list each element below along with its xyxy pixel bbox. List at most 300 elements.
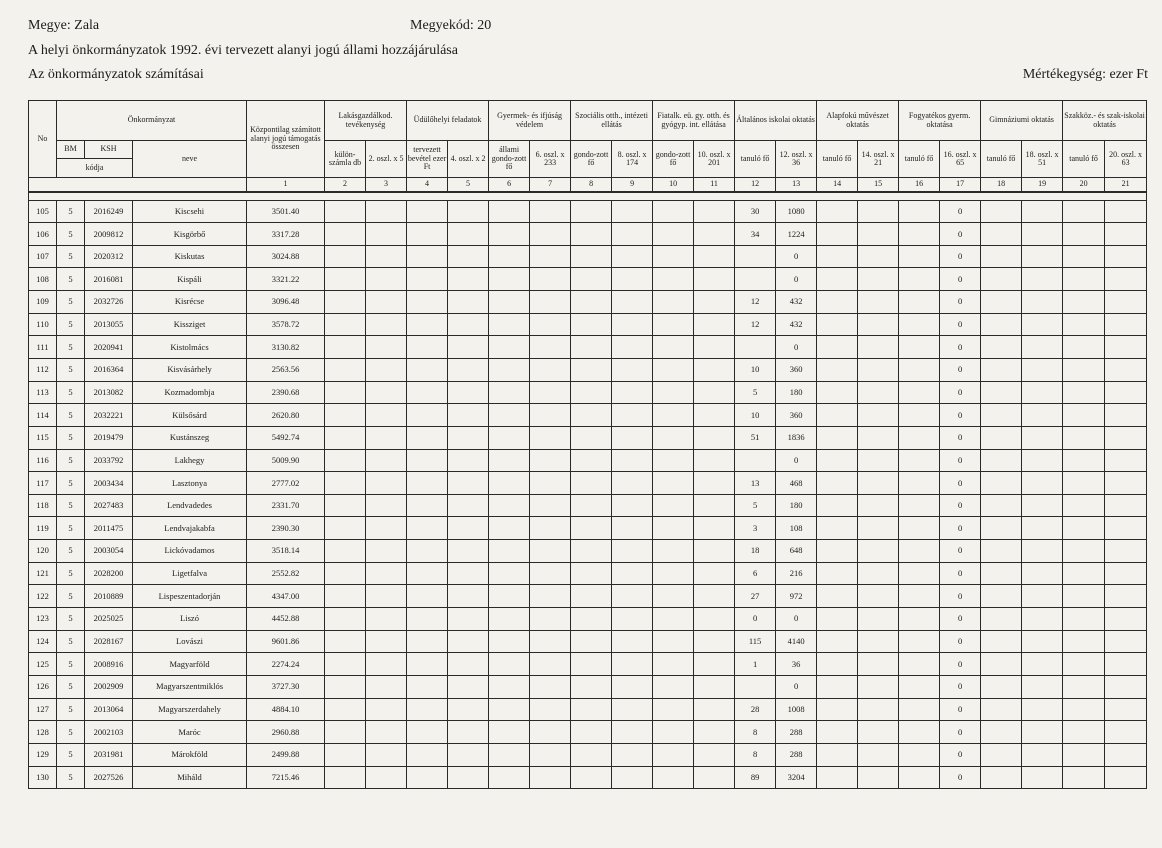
row-name: Külsősárd: [133, 404, 247, 427]
row-col-2: [325, 358, 366, 381]
header-szocialis: Szociális otth., intézeti ellátás: [571, 101, 653, 141]
row-col-9: [612, 426, 653, 449]
row-col-5: [448, 336, 489, 359]
row-total: 2390.68: [247, 381, 325, 404]
row-no: 116: [29, 449, 57, 472]
row-col-13: 4140: [776, 630, 817, 653]
row-col-10: [653, 608, 694, 631]
row-ksh: 2028200: [85, 562, 133, 585]
row-col-21: [1105, 608, 1147, 631]
row-col-16: [899, 449, 940, 472]
row-col-7: [530, 268, 571, 291]
table-row: [29, 653, 1147, 676]
row-col-2: [325, 517, 366, 540]
subheader-5: 4. oszl. x 2: [448, 141, 489, 178]
subheader-4: tervezett bevétel ezer Ft: [407, 141, 448, 178]
row-name: Kisgörbő: [133, 223, 247, 246]
row-col-9: [612, 743, 653, 766]
header-neve: neve: [133, 141, 247, 178]
row-col-7: [530, 608, 571, 631]
row-col-14: [817, 200, 858, 223]
row-col-4: [407, 358, 448, 381]
row-no: 114: [29, 404, 57, 427]
subheader-18: tanuló fő: [981, 141, 1022, 178]
row-col-13: 0: [776, 675, 817, 698]
row-col-5: [448, 200, 489, 223]
row-col-7: [530, 381, 571, 404]
row-no: 111: [29, 336, 57, 359]
row-col-14: [817, 336, 858, 359]
row-col-15: [858, 426, 899, 449]
row-no: 119: [29, 517, 57, 540]
row-col-3: [366, 675, 407, 698]
header-onkormanyzat: Önkormányzat: [57, 101, 247, 141]
row-col-11: [694, 200, 735, 223]
row-col-19: [1022, 630, 1063, 653]
row-col-18: [981, 698, 1022, 721]
row-col-4: [407, 585, 448, 608]
colnum-7: 7: [530, 178, 571, 192]
row-col-7: [530, 336, 571, 359]
row-col-11: [694, 268, 735, 291]
row-col-12: [735, 245, 776, 268]
row-col-3: [366, 517, 407, 540]
row-bm: 5: [57, 721, 85, 744]
row-col-21: [1105, 675, 1147, 698]
colnum-19: 19: [1022, 178, 1063, 192]
row-col-6: [489, 653, 530, 676]
subheader-16: tanuló fő: [899, 141, 940, 178]
row-col-16: [899, 200, 940, 223]
row-total: 3578.72: [247, 313, 325, 336]
row-col-18: [981, 223, 1022, 246]
row-total: 2331.70: [247, 494, 325, 517]
row-col-18: [981, 381, 1022, 404]
row-col-19: [1022, 540, 1063, 563]
row-col-10: [653, 404, 694, 427]
row-no: 118: [29, 494, 57, 517]
row-col-8: [571, 630, 612, 653]
row-no: 123: [29, 608, 57, 631]
row-col-9: [612, 698, 653, 721]
colnum-13: 13: [776, 178, 817, 192]
county-code-label: Megyekód: 20: [410, 18, 492, 33]
row-col-16: [899, 358, 940, 381]
row-col-8: [571, 766, 612, 789]
row-col-18: [981, 336, 1022, 359]
row-col-5: [448, 653, 489, 676]
row-col-15: [858, 766, 899, 789]
row-col-10: [653, 743, 694, 766]
row-col-10: [653, 630, 694, 653]
row-col-2: [325, 313, 366, 336]
row-col-6: [489, 472, 530, 495]
row-col-4: [407, 381, 448, 404]
row-col-7: [530, 291, 571, 314]
row-total: 3096.48: [247, 291, 325, 314]
row-col-16: [899, 675, 940, 698]
row-col-21: [1105, 404, 1147, 427]
table-row: [29, 223, 1147, 246]
row-col-16: [899, 336, 940, 359]
colnum-2: 2: [325, 178, 366, 192]
row-bm: 5: [57, 653, 85, 676]
row-col-8: [571, 313, 612, 336]
row-col-16: [899, 743, 940, 766]
row-col-20: [1063, 426, 1105, 449]
row-col-10: [653, 313, 694, 336]
colnum-12: 12: [735, 178, 776, 192]
row-bm: 5: [57, 517, 85, 540]
row-col-19: [1022, 200, 1063, 223]
table-row: [29, 426, 1147, 449]
row-col-17: 0: [940, 426, 981, 449]
row-col-18: [981, 268, 1022, 291]
row-bm: 5: [57, 449, 85, 472]
row-name: Márokföld: [133, 743, 247, 766]
row-col-11: [694, 494, 735, 517]
row-col-19: [1022, 766, 1063, 789]
row-col-7: [530, 630, 571, 653]
row-col-21: [1105, 245, 1147, 268]
row-col-6: [489, 562, 530, 585]
row-name: Kozmadombja: [133, 381, 247, 404]
row-col-3: [366, 200, 407, 223]
table-body: [29, 200, 1147, 789]
row-col-6: [489, 494, 530, 517]
row-col-19: [1022, 291, 1063, 314]
row-total: 2552.82: [247, 562, 325, 585]
row-col-8: [571, 336, 612, 359]
row-col-8: [571, 562, 612, 585]
row-col-10: [653, 268, 694, 291]
subheader-17: 16. oszl. x 65: [940, 141, 981, 178]
row-no: 120: [29, 540, 57, 563]
subheader-6: állami gondo-zott fő: [489, 141, 530, 178]
row-col-15: [858, 562, 899, 585]
row-col-15: [858, 540, 899, 563]
document-title: A helyi önkormányzatok 1992. évi tervezett alanyi jogú állami hozzájárulása: [28, 43, 458, 58]
row-col-18: [981, 721, 1022, 744]
row-col-11: [694, 291, 735, 314]
row-bm: 5: [57, 291, 85, 314]
row-ksh: 2010889: [85, 585, 133, 608]
row-col-11: [694, 472, 735, 495]
table-row: [29, 336, 1147, 359]
row-col-10: [653, 200, 694, 223]
subheader-7: 6. oszl. x 233: [530, 141, 571, 178]
row-bm: 5: [57, 336, 85, 359]
table-row: [29, 268, 1147, 291]
row-name: Kisrécse: [133, 291, 247, 314]
row-col-16: [899, 291, 940, 314]
row-bm: 5: [57, 404, 85, 427]
row-col-7: [530, 540, 571, 563]
row-col-13: 1836: [776, 426, 817, 449]
colnum-10: 10: [653, 178, 694, 192]
row-col-3: [366, 743, 407, 766]
table-row: [29, 540, 1147, 563]
row-col-18: [981, 766, 1022, 789]
row-col-2: [325, 675, 366, 698]
row-col-17: 0: [940, 472, 981, 495]
row-col-20: [1063, 585, 1105, 608]
data-table: [28, 100, 1147, 789]
table-row: [29, 630, 1147, 653]
row-col-11: [694, 313, 735, 336]
row-col-4: [407, 766, 448, 789]
row-col-16: [899, 698, 940, 721]
row-col-5: [448, 585, 489, 608]
row-col-19: [1022, 404, 1063, 427]
row-col-21: [1105, 721, 1147, 744]
row-col-2: [325, 381, 366, 404]
row-col-2: [325, 336, 366, 359]
row-col-5: [448, 381, 489, 404]
row-col-5: [448, 766, 489, 789]
row-col-13: 288: [776, 721, 817, 744]
row-no: 106: [29, 223, 57, 246]
row-col-17: 0: [940, 268, 981, 291]
row-col-18: [981, 449, 1022, 472]
row-col-13: 1080: [776, 200, 817, 223]
row-total: 2499.88: [247, 743, 325, 766]
row-col-17: 0: [940, 313, 981, 336]
row-col-15: [858, 404, 899, 427]
row-col-12: 10: [735, 404, 776, 427]
row-col-10: [653, 426, 694, 449]
row-col-16: [899, 381, 940, 404]
row-col-20: [1063, 449, 1105, 472]
row-col-4: [407, 743, 448, 766]
row-col-17: 0: [940, 698, 981, 721]
row-col-4: [407, 721, 448, 744]
row-col-13: 180: [776, 494, 817, 517]
row-col-4: [407, 562, 448, 585]
row-col-2: [325, 540, 366, 563]
row-col-14: [817, 404, 858, 427]
colnum-6: 6: [489, 178, 530, 192]
colnum-16: 16: [899, 178, 940, 192]
row-col-2: [325, 472, 366, 495]
subheader-20: tanuló fő: [1063, 141, 1105, 178]
row-bm: 5: [57, 313, 85, 336]
row-col-15: [858, 449, 899, 472]
row-col-9: [612, 449, 653, 472]
row-col-20: [1063, 245, 1105, 268]
row-col-2: [325, 494, 366, 517]
row-col-13: 468: [776, 472, 817, 495]
row-col-11: [694, 517, 735, 540]
row-col-14: [817, 494, 858, 517]
row-total: 3727.30: [247, 675, 325, 698]
row-col-19: [1022, 381, 1063, 404]
row-col-13: 432: [776, 291, 817, 314]
row-name: Kustánszeg: [133, 426, 247, 449]
row-col-13: 432: [776, 313, 817, 336]
row-col-18: [981, 743, 1022, 766]
row-col-19: [1022, 562, 1063, 585]
row-col-13: 36: [776, 653, 817, 676]
row-col-15: [858, 721, 899, 744]
row-col-21: [1105, 200, 1147, 223]
row-col-21: [1105, 698, 1147, 721]
row-col-16: [899, 653, 940, 676]
row-col-16: [899, 313, 940, 336]
row-col-11: [694, 653, 735, 676]
row-col-5: [448, 517, 489, 540]
row-col-4: [407, 449, 448, 472]
subheader-19: 18. oszl. x 51: [1022, 141, 1063, 178]
row-col-12: 0: [735, 608, 776, 631]
row-col-20: [1063, 358, 1105, 381]
row-col-19: [1022, 585, 1063, 608]
row-col-6: [489, 268, 530, 291]
county-label: Megye: Zala: [28, 18, 100, 33]
row-col-18: [981, 404, 1022, 427]
row-col-21: [1105, 743, 1147, 766]
row-col-8: [571, 540, 612, 563]
row-col-4: [407, 517, 448, 540]
row-col-9: [612, 472, 653, 495]
row-total: 5009.90: [247, 449, 325, 472]
row-col-2: [325, 608, 366, 631]
row-col-14: [817, 472, 858, 495]
row-col-11: [694, 449, 735, 472]
row-col-18: [981, 426, 1022, 449]
row-col-16: [899, 223, 940, 246]
row-col-7: [530, 404, 571, 427]
row-no: 115: [29, 426, 57, 449]
row-ksh: 2013082: [85, 381, 133, 404]
row-no: 107: [29, 245, 57, 268]
row-name: Lickóvadamos: [133, 540, 247, 563]
row-col-15: [858, 245, 899, 268]
row-col-4: [407, 291, 448, 314]
row-no: 128: [29, 721, 57, 744]
row-col-2: [325, 223, 366, 246]
row-col-12: 8: [735, 721, 776, 744]
subheader-14: tanuló fő: [817, 141, 858, 178]
row-col-19: [1022, 449, 1063, 472]
row-col-3: [366, 721, 407, 744]
row-col-3: [366, 291, 407, 314]
colnum-18: 18: [981, 178, 1022, 192]
row-col-14: [817, 698, 858, 721]
row-total: 4452.88: [247, 608, 325, 631]
row-col-7: [530, 517, 571, 540]
row-col-10: [653, 223, 694, 246]
row-col-19: [1022, 494, 1063, 517]
row-col-15: [858, 494, 899, 517]
row-col-21: [1105, 291, 1147, 314]
row-name: Maróc: [133, 721, 247, 744]
row-col-13: 360: [776, 404, 817, 427]
row-col-16: [899, 585, 940, 608]
row-col-21: [1105, 223, 1147, 246]
row-col-16: [899, 608, 940, 631]
row-col-17: 0: [940, 200, 981, 223]
row-col-3: [366, 653, 407, 676]
row-col-4: [407, 268, 448, 291]
subheader-8: gondo-zott fő: [571, 141, 612, 178]
row-col-3: [366, 766, 407, 789]
row-col-21: [1105, 336, 1147, 359]
row-col-7: [530, 313, 571, 336]
row-ksh: 2009812: [85, 223, 133, 246]
row-total: 3321.22: [247, 268, 325, 291]
row-col-20: [1063, 223, 1105, 246]
row-col-7: [530, 653, 571, 676]
row-col-16: [899, 540, 940, 563]
row-col-17: 0: [940, 608, 981, 631]
table-row: [29, 698, 1147, 721]
row-col-11: [694, 381, 735, 404]
row-col-19: [1022, 268, 1063, 291]
row-col-16: [899, 268, 940, 291]
row-col-18: [981, 358, 1022, 381]
table-row: [29, 404, 1147, 427]
row-col-4: [407, 698, 448, 721]
header-no: No: [29, 101, 57, 178]
row-col-3: [366, 223, 407, 246]
row-col-19: [1022, 721, 1063, 744]
row-col-14: [817, 540, 858, 563]
subheader-15: 14. oszl. x 21: [858, 141, 899, 178]
row-col-2: [325, 562, 366, 585]
row-name: Lendvajakabfa: [133, 517, 247, 540]
row-col-8: [571, 472, 612, 495]
row-col-16: [899, 472, 940, 495]
row-col-17: 0: [940, 585, 981, 608]
row-col-15: [858, 472, 899, 495]
row-col-19: [1022, 653, 1063, 676]
row-col-15: [858, 268, 899, 291]
row-col-20: [1063, 766, 1105, 789]
row-col-12: 30: [735, 200, 776, 223]
row-col-15: [858, 743, 899, 766]
row-ksh: 2002909: [85, 675, 133, 698]
row-col-17: 0: [940, 381, 981, 404]
row-col-8: [571, 494, 612, 517]
row-col-21: [1105, 494, 1147, 517]
row-col-13: 1224: [776, 223, 817, 246]
row-col-4: [407, 200, 448, 223]
row-col-10: [653, 291, 694, 314]
row-col-8: [571, 675, 612, 698]
row-col-8: [571, 404, 612, 427]
row-col-3: [366, 540, 407, 563]
row-col-7: [530, 721, 571, 744]
row-col-12: [735, 449, 776, 472]
row-name: Magyarföld: [133, 653, 247, 676]
row-col-11: [694, 743, 735, 766]
row-col-4: [407, 494, 448, 517]
row-col-17: 0: [940, 721, 981, 744]
row-col-15: [858, 223, 899, 246]
row-bm: 5: [57, 223, 85, 246]
row-col-13: 180: [776, 381, 817, 404]
subheader-9: 8. oszl. x 174: [612, 141, 653, 178]
row-col-7: [530, 472, 571, 495]
row-col-9: [612, 540, 653, 563]
row-col-10: [653, 245, 694, 268]
row-col-17: 0: [940, 653, 981, 676]
row-col-19: [1022, 472, 1063, 495]
row-col-2: [325, 426, 366, 449]
row-total: 7215.46: [247, 766, 325, 789]
row-col-9: [612, 313, 653, 336]
